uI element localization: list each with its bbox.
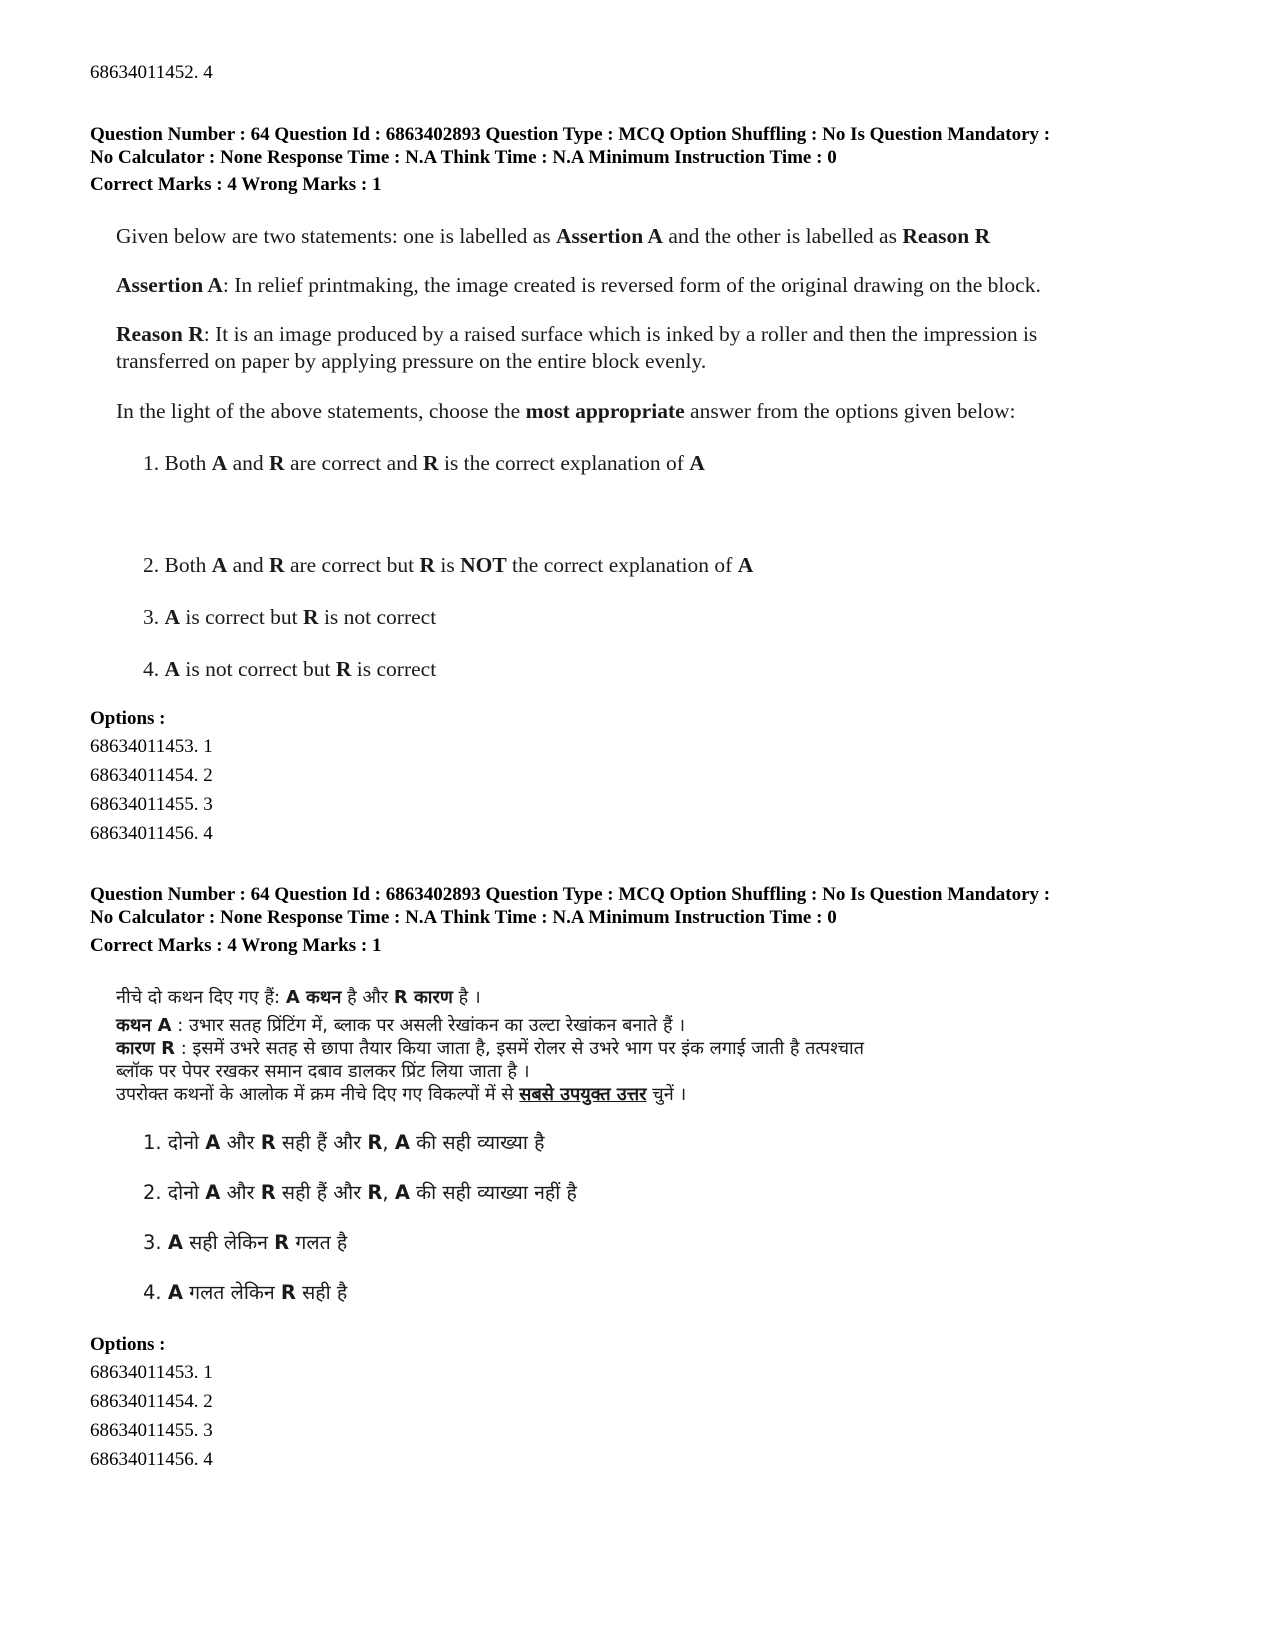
option-id-list (90, 1361, 213, 1477)
reason-statement: Reason R: It is an image produced by a raised surface which is inked by a roller and then the impression is (116, 322, 1038, 346)
question-meta-line-1: Question Number : 64 Question Id : 6863402893 Question Type : MCQ Option Shuffling : No Is Question Mandatory : (90, 124, 1051, 145)
assertion-statement-hindi: कथन A : उभार सतह प्रिंटिंग में, ब्लाक पर असली रेखांकन का उल्टा रेखांकन बनाते हैं । (116, 1015, 686, 1036)
question-marks-line: Correct Marks : 4 Wrong Marks : 1 (90, 174, 382, 195)
options-heading: Options : (90, 708, 166, 729)
question-meta-line-2: No Calculator : None Response Time : N.A Think Time : N.A Minimum Instruction Time : 0 (90, 907, 837, 928)
question-instruction: In the light of the above statements, choose the most appropriate answer from the options given below: (116, 399, 1016, 423)
options-heading: Options : (90, 1334, 166, 1355)
option-id: 68634011456. 4 (90, 823, 213, 844)
question-intro-hindi: नीचे दो कथन दिए गए हैं: A कथन है और R कारण है । (116, 987, 481, 1008)
reason-statement-hindi-continued: ब्लॉक पर पेपर रखकर समान दबाव डालकर प्रिंट लिया जाता है । (116, 1061, 530, 1082)
question-marks-line: Correct Marks : 4 Wrong Marks : 1 (90, 935, 382, 956)
option-id-list (90, 735, 213, 851)
answer-choice-3[interactable]: 3. A is correct but R is not correct (143, 605, 437, 629)
answer-choice-1[interactable]: 1. Both A and R are correct and R is the correct explanation of A (143, 451, 705, 475)
assertion-statement: Assertion A: In relief printmaking, the image created is reversed form of the original drawing on the block. (116, 273, 1041, 297)
answer-choice-2-hindi[interactable]: 2. दोनो A और R सही हैं और R, A की सही व्याख्या नहीं है (143, 1181, 577, 1204)
answer-choice-2[interactable]: 2. Both A and R are correct but R is NOT the correct explanation of A (143, 553, 754, 577)
answer-choice-3-hindi[interactable]: 3. A सही लेकिन R गलत है (143, 1231, 348, 1254)
option-id: 68634011454. 2 (90, 1391, 213, 1412)
answer-choice-1-hindi[interactable]: 1. दोनो A और R सही हैं और R, A की सही व्याख्या है (143, 1131, 545, 1154)
answer-choice-4-hindi[interactable]: 4. A गलत लेकिन R सही है (143, 1281, 348, 1304)
question-instruction-hindi: उपरोक्त कथनों के आलोक में क्रम नीचे दिए गए विकल्पों में से सबसे उपयुक्त उत्तर चुनें । (116, 1084, 687, 1105)
question-intro: Given below are two statements: one is labelled as Assertion A and the other is labelled as Reason R (116, 224, 991, 248)
option-id: 68634011453. 1 (90, 736, 213, 757)
option-id: 68634011454. 2 (90, 765, 213, 786)
answer-choice-4[interactable]: 4. A is not correct but R is correct (143, 657, 437, 681)
reason-statement-hindi: कारण R : इसमें उभरे सतह से छापा तैयार किया जाता है, इसमें रोलर से उभरे भाग पर इंक लगाई जाती है तत्पश्चात (116, 1038, 864, 1059)
previous-option-id: 68634011452. 4 (90, 62, 213, 83)
question-meta-line-2: No Calculator : None Response Time : N.A Think Time : N.A Minimum Instruction Time : 0 (90, 147, 837, 168)
option-id: 68634011455. 3 (90, 794, 213, 815)
reason-statement-continued: transferred on paper by applying pressure on the entire block evenly. (116, 349, 707, 373)
option-id: 68634011455. 3 (90, 1420, 213, 1441)
option-id: 68634011456. 4 (90, 1449, 213, 1470)
question-meta-line-1: Question Number : 64 Question Id : 6863402893 Question Type : MCQ Option Shuffling : No Is Question Mandatory : (90, 884, 1051, 905)
option-id: 68634011453. 1 (90, 1362, 213, 1383)
